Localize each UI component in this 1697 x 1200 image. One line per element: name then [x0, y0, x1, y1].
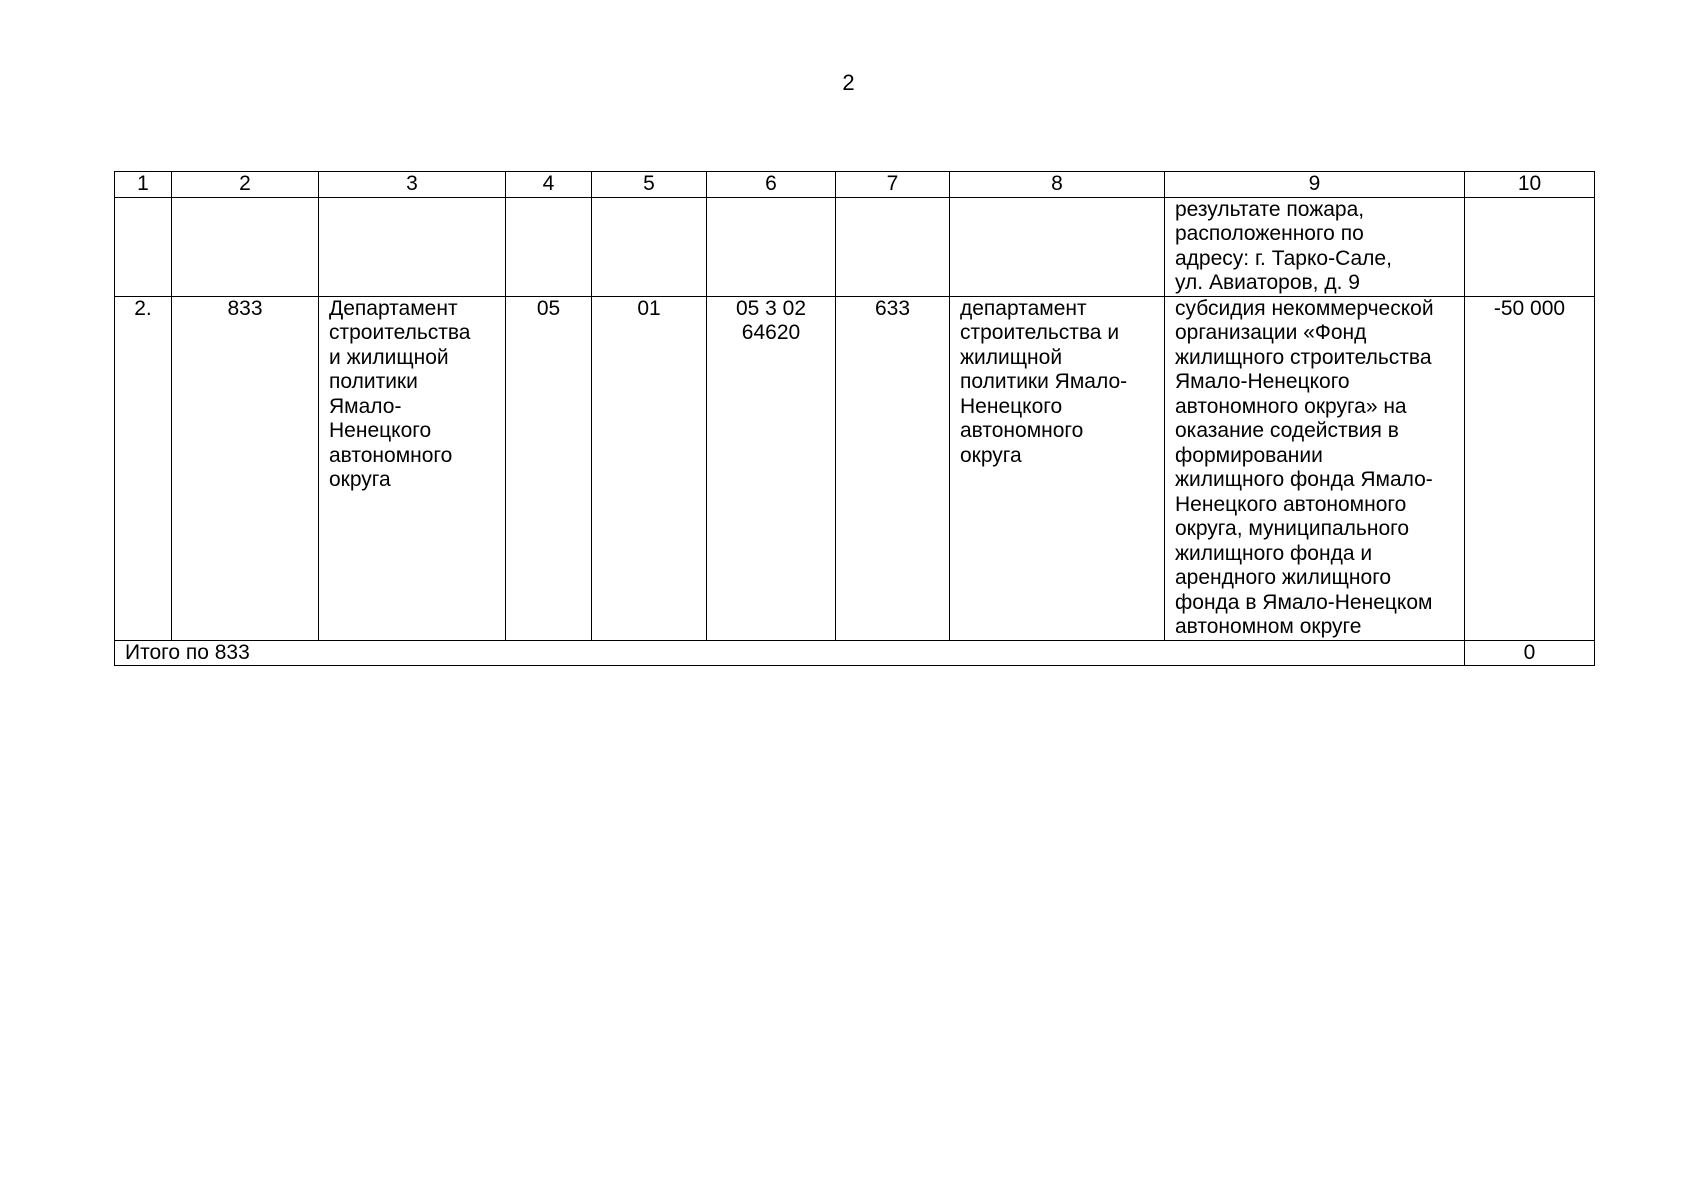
column-header-8: 8: [950, 172, 1165, 198]
column-header-6: 6: [707, 172, 836, 198]
code-cell: 833: [172, 296, 319, 640]
row-number-cell: 2.: [115, 296, 172, 640]
administrator-cell: Департамент строительства и жилищной политики Ямало- Ненецкого автономного округа: [319, 296, 506, 640]
total-value: 0: [1465, 640, 1595, 666]
column-header-7: 7: [836, 172, 950, 198]
budget-table: [114, 171, 1595, 666]
empty-cell: [319, 197, 506, 296]
empty-cell: [592, 197, 707, 296]
column-header-4: 4: [506, 172, 592, 198]
empty-cell: [950, 197, 1165, 296]
continuation-row: [115, 197, 1595, 296]
empty-cell: [172, 197, 319, 296]
empty-cell: [1465, 197, 1595, 296]
header-row: [115, 172, 1595, 198]
column-header-9: 9: [1165, 172, 1465, 198]
expense-type-cell: 633: [836, 296, 950, 640]
continuation-purpose-cell: результате пожара, расположенного по адресу: г. Тарко-Сале, ул. Авиаторов, д. 9: [1165, 197, 1465, 296]
page-number: 2: [842, 70, 855, 95]
purpose-cell: субсидия некоммерческой организации «Фонд жилищного строительства Ямало-Ненецкого автономного округа» на оказание содействия в формировании жилищного фонда Ямало- Ненецкого автономного округа, муниципального жилищного фонда и арендного жилищного фонда в Ямало-Ненецком автономном округе: [1165, 296, 1465, 640]
column-header-10: 10: [1465, 172, 1595, 198]
column-header-1: 1: [115, 172, 172, 198]
empty-cell: [506, 197, 592, 296]
empty-cell: [836, 197, 950, 296]
total-row: [115, 640, 1595, 666]
section-cell: 05: [506, 296, 592, 640]
table-row: [115, 296, 1595, 640]
column-header-3: 3: [319, 172, 506, 198]
empty-cell: [707, 197, 836, 296]
total-label: Итого по 833: [115, 640, 1465, 666]
column-header-2: 2: [172, 172, 319, 198]
subsection-cell: 01: [592, 296, 707, 640]
column-header-5: 5: [592, 172, 707, 198]
empty-cell: [115, 197, 172, 296]
recipient-cell: департамент строительства и жилищной политики Ямало- Ненецкого автономного округа: [950, 296, 1165, 640]
target-article-cell: 05 3 02 64620: [707, 296, 836, 640]
amount-cell: -50 000: [1465, 296, 1595, 640]
